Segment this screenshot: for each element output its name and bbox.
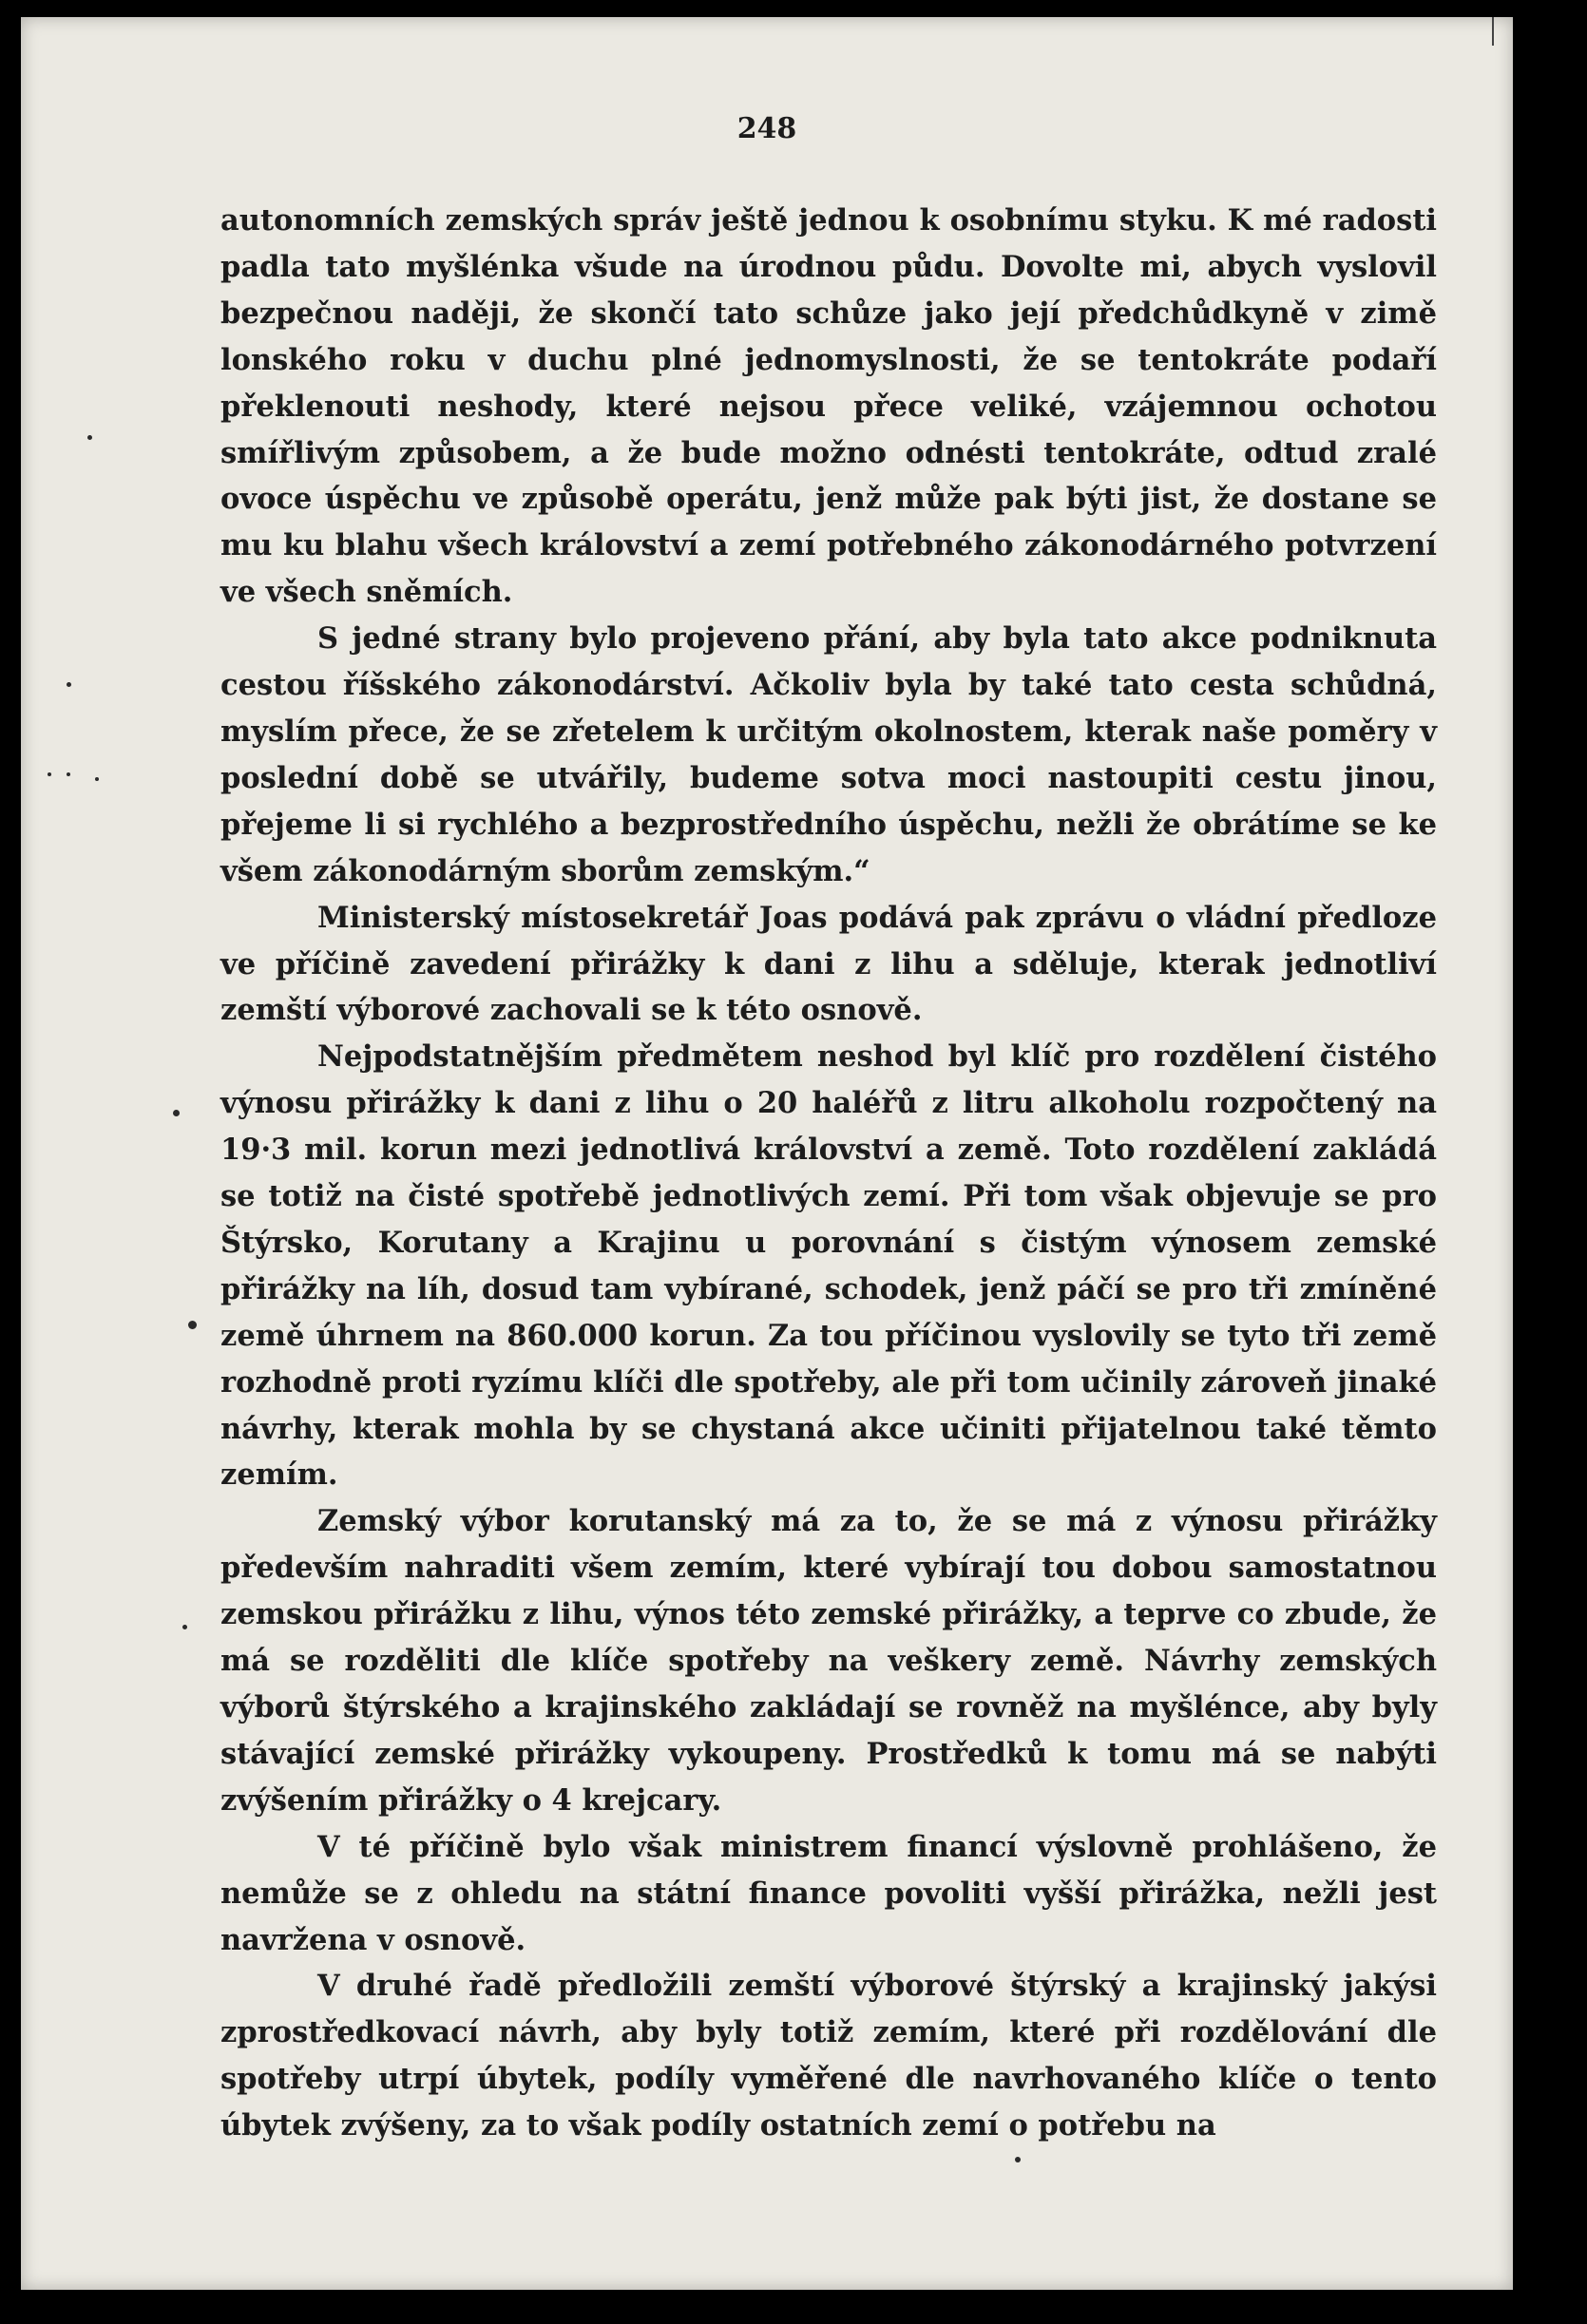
scan-speck (173, 1110, 180, 1116)
paragraph-3: Ministerský místosekretář Joas podává pak zprávu o vládní předloze ve příčině zavedení přirážky k dani z lihu a sděluje, kterak jednotliví zemští výborové zachovali se k této osnově. (220, 900, 1437, 1028)
page-number: 248 (736, 112, 797, 145)
scan-speck (67, 772, 70, 776)
paragraph-7: V druhé řadě předložili zemští výborové štýrský a krajinský jakýsi zprostředkovací návrh, aby byly totiž zemím, které při rozdělování dle spotřeby utrpí úbytek, podíly vyměřené dle navrhovaného klíče o tento úbytek zvýšeny, za to však podíly ostatních zemí o potřebu na (220, 1969, 1437, 2143)
paragraph-5: Zemský výbor korutanský má za to, že se má z výnosu přirážky především nahraditi všem zemím, které vybírají tou dobou samostatnou zemskou přirážku z lihu, výnos této zemské přirážky, a teprve co zbude, že má se rozděliti dle klíče spotřeby na veškery země. Návrhy zemských výborů štýrského a krajinského zakládají se rovněž na myšlénce, aby byly stávající zemské přirážky vykoupeny. Prostředků k tomu má se nabýti zvýšením přirážky o 4 krejcary. (220, 1504, 1437, 1818)
paragraph-6: V té příčině bylo však ministrem financí výslovně prohlášeno, že nemůže se z ohledu na státní finance povoliti vyšší přirážka, nežli jest navržena v osnově. (220, 1829, 1437, 1957)
scan-speck (1015, 2157, 1021, 2162)
scan-speck (182, 1625, 187, 1629)
scan-speck (48, 772, 51, 776)
scan-speck (95, 777, 99, 781)
scan-speck (67, 682, 71, 687)
paragraph-4: Nejpodstatnějším předmětem neshod byl klíč pro rozdělení čistého výnosu přirážky k dani z lihu o 20 haléřů z litru alkoholu rozpočtený na 19·3 mil. korun mezi jednotlivá království a země. Toto rozdělení zakládá se totiž na čisté spotřebě jednotlivých zemí. Při tom však objevuje se pro Štýrsko, Korutany a Krajinu u porovnání s čistým výnosem zemské přirážky na líh, dosud tam vybírané, schodek, jenž páčí se pro tři zmíněné země úhrnem na 860.000 korun. Za tou příčinou vyslovily se tyto tři země rozhodně proti ryzímu klíči dle spotřeby, ale při tom učinily zároveň jinaké návrhy, kterak mohla by se chystaná akce učiniti přijatelnou také těmto zemím. (220, 1039, 1437, 1493)
paragraph-2: S jedné strany bylo projeveno přání, aby byla tato akce podniknuta cestou říšského zákonodárství. Ačkoliv byla by také tato cesta schůdná, myslím přece, že se zřetelem k určitým okolnostem, kterak naše poměry v poslední době se utvářily, budeme sotva moci nastoupiti cestu jinou, přejeme li si rychlého a bezprostředního úspěchu, nežli že obrátíme se ke všem zákonodárným sborům zemským.“ (220, 621, 1437, 888)
scan-edge-mark (1492, 17, 1494, 46)
scan-speck (188, 1321, 197, 1329)
scan-speck (87, 435, 92, 440)
scanned-page (21, 17, 1513, 2290)
paragraph-1: autonomních zemských správ ještě jednou k osobnímu styku. K mé radosti padla tato myšlénka všude na úrodnou půdu. Dovolte mi, abych vyslovil bezpečnou naději, že skončí tato schůze jako její předchůdkyně v zimě lonského roku v duchu plné jednomyslnosti, že se tentokráte podaří překlenouti neshody, které nejsou přece veliké, vzájemnou ochotou smířlivým způsobem, a že bude možno odnésti tentokráte, odtud zralé ovoce úspěchu ve způsobě operátu, jenž může pak býti jist, že dostane se mu ku blahu všech království a zemí potřebného zákonodárného potvrzení ve všech sněmích. (220, 203, 1437, 610)
body-text (220, 198, 1437, 2149)
